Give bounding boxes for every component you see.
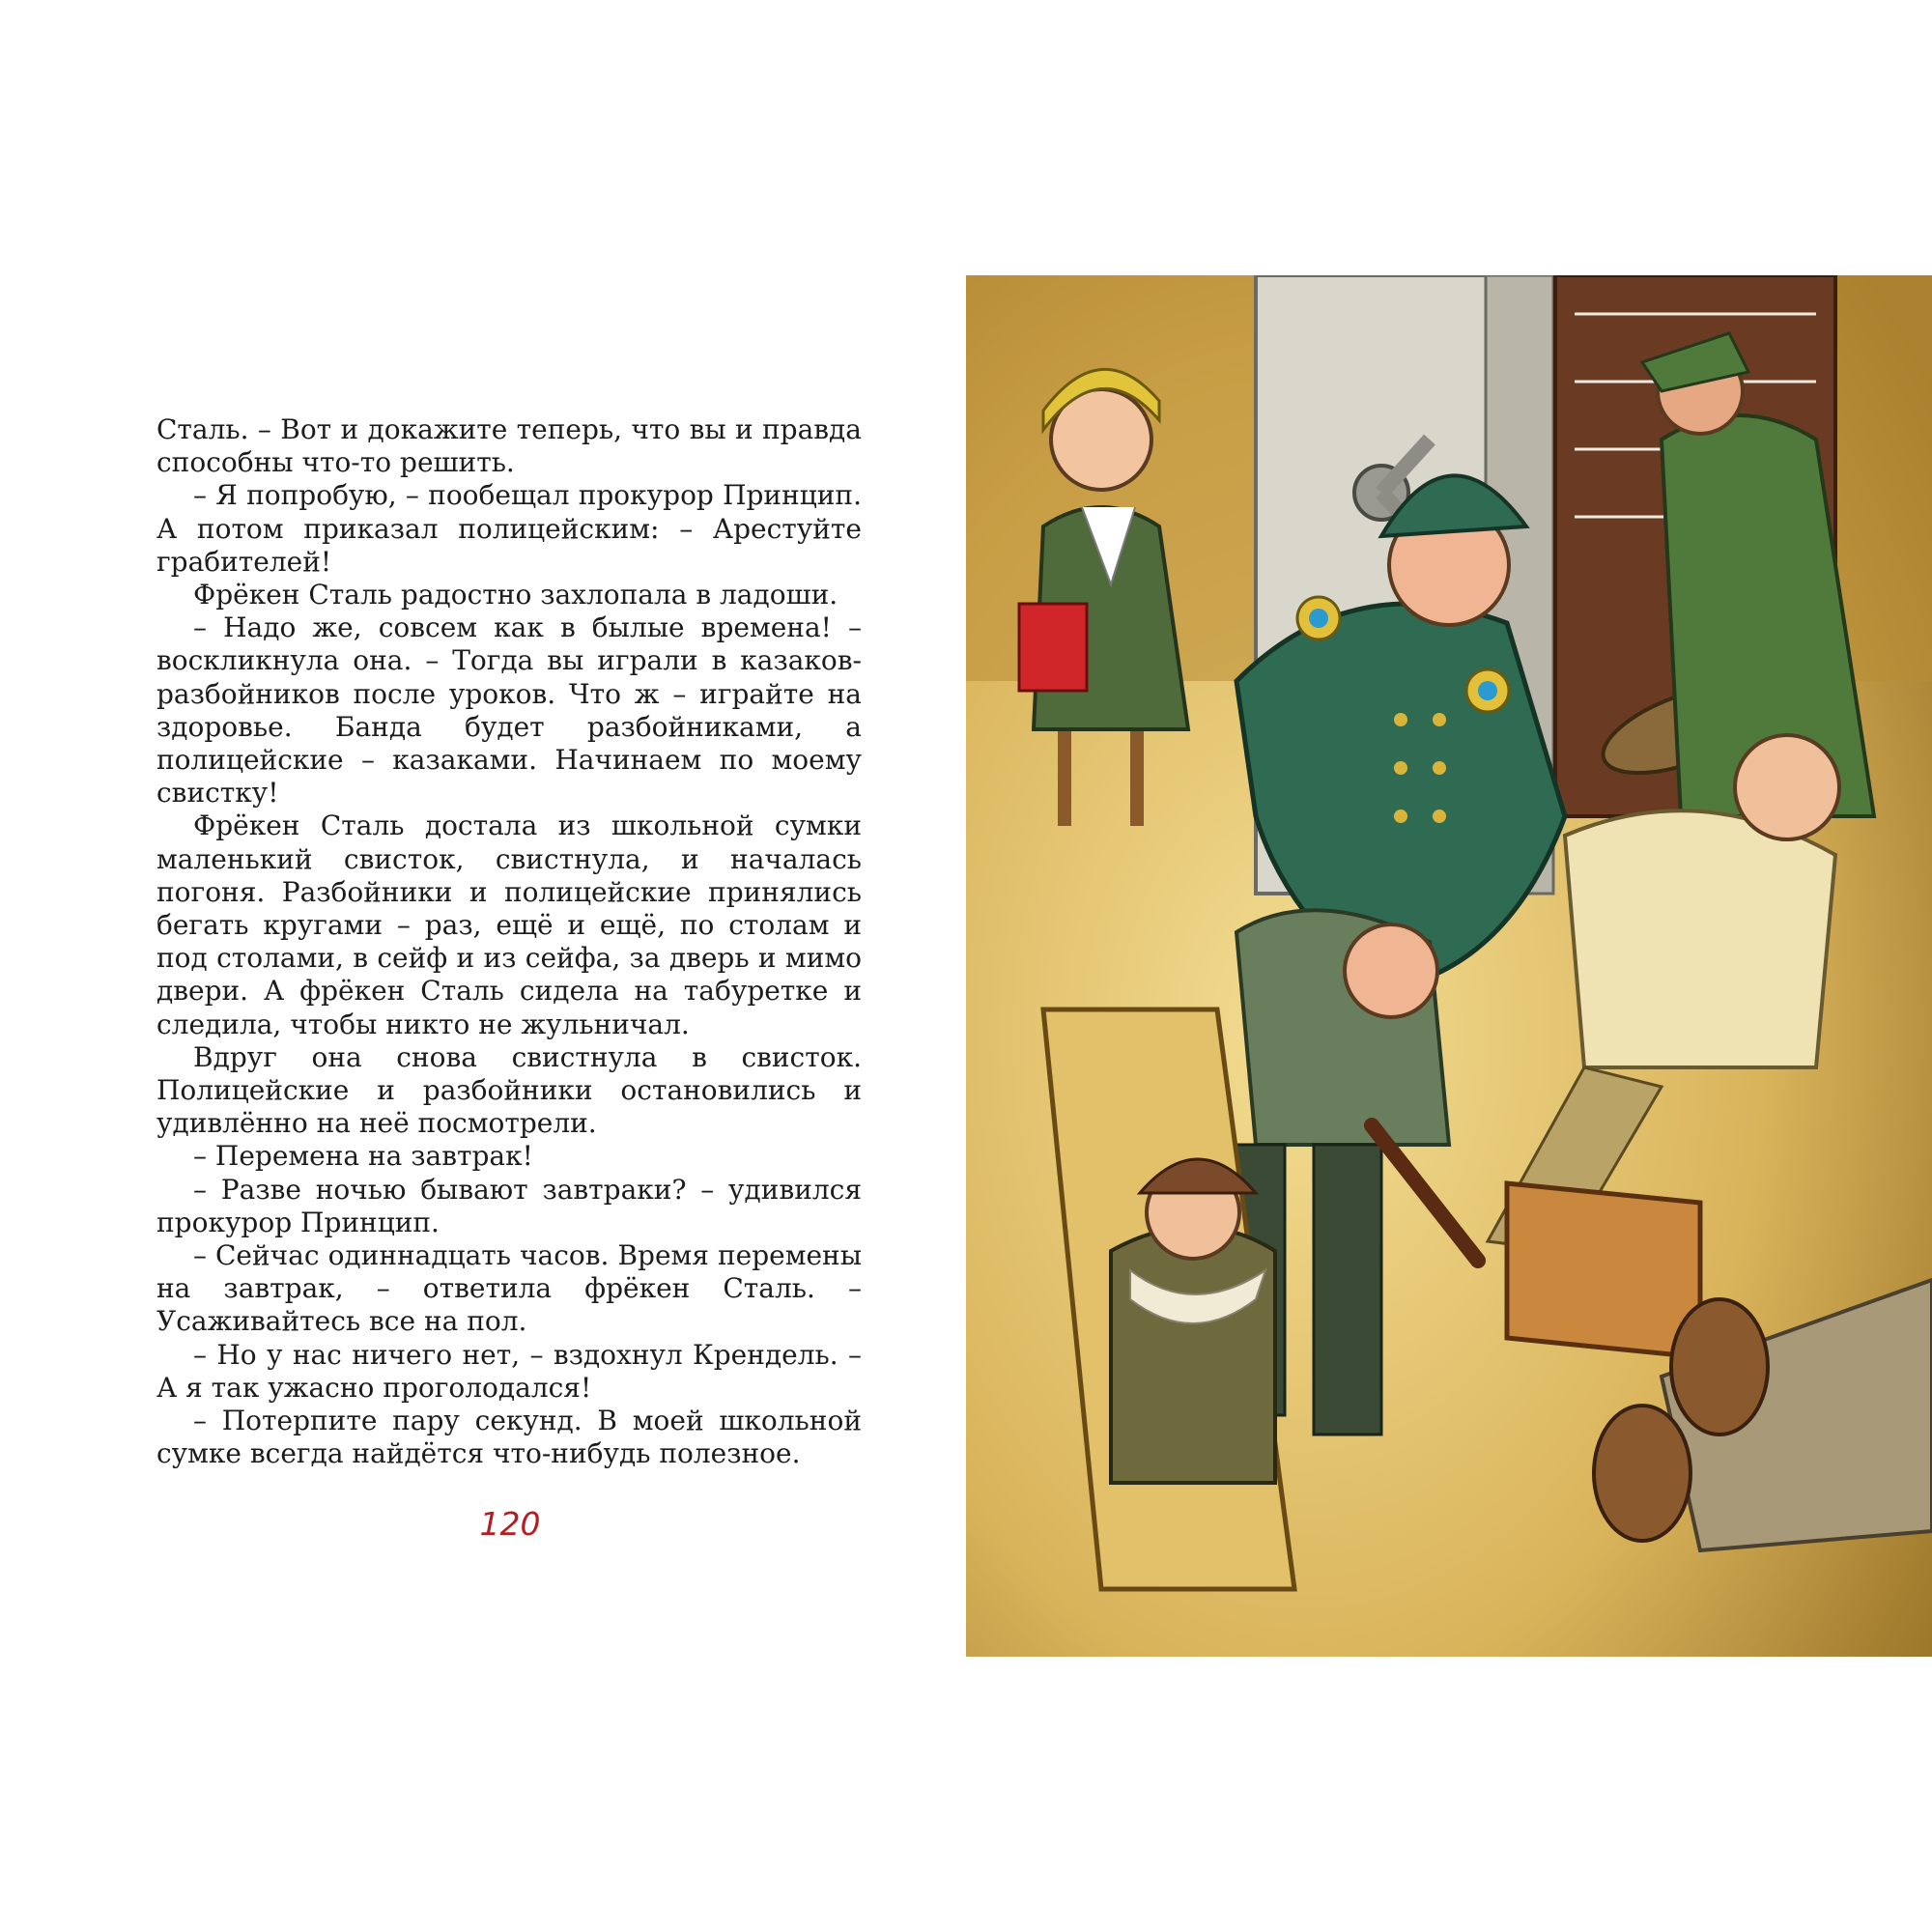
- overturned-chair: [1507, 1183, 1700, 1357]
- boot-icon: [1594, 1406, 1690, 1541]
- page-number: 120: [479, 1505, 541, 1543]
- paragraph: – Надо же, совсем как в былые времена! – воскликнула она. – Тогда вы играли в казаков-разбойников после уроков. Что ж – играйте на здоровье. Банда будет разбойниками, а полицейские – казаками. Начинаем по моему свистку!: [156, 611, 862, 810]
- text-column: [156, 413, 862, 1471]
- paragraph: Сталь. – Вот и докажите теперь, что вы и правда способны что-то решить.: [156, 413, 862, 479]
- illustration: [966, 275, 1932, 1657]
- paragraph: Фрёкен Сталь достала из школьной сумки маленький свисток, свистнула, и началась погоня. Разбойники и полицейские принялись бегать кругами – раз, ещё и ещё, по столам и под столами, в сейф и из сейфа, за дверь и мимо двери. А фрёкен Сталь сидела на табуретке и следила, чтобы никто не жульничал.: [156, 810, 862, 1040]
- paragraph: – Я попробую, – пообещал прокурор Принцип. А потом приказал полицейским: – Арестуйте грабителей!: [156, 479, 862, 578]
- paragraph: – Потерпите пару секунд. В моей школьной сумке всегда найдётся что-нибудь полезное.: [156, 1405, 862, 1470]
- illustration-scene: [966, 275, 1932, 1657]
- boot-icon: [1671, 1299, 1768, 1435]
- school-bag-icon: [1019, 604, 1087, 691]
- paragraph: – Но у нас ничего нет, – вздохнул Крендель. – А я так ужасно проголодался!: [156, 1338, 862, 1404]
- paragraph: Вдруг она снова свистнула в свисток. Полицейские и разбойники остановились и удивлённо на неё посмотрели.: [156, 1040, 862, 1140]
- paragraph: Фрёкен Сталь радостно захлопала в ладоши.: [193, 579, 838, 611]
- paragraph: – Перемена на завтрак!: [193, 1140, 533, 1173]
- paragraph: – Сейчас одиннадцать часов. Время перемены на завтрак, – ответила фрёкен Сталь. – Усаживайтесь все на пол.: [156, 1239, 862, 1338]
- paragraph: – Разве ночью бывают завтраки? – удивился прокурор Принцип.: [156, 1173, 862, 1238]
